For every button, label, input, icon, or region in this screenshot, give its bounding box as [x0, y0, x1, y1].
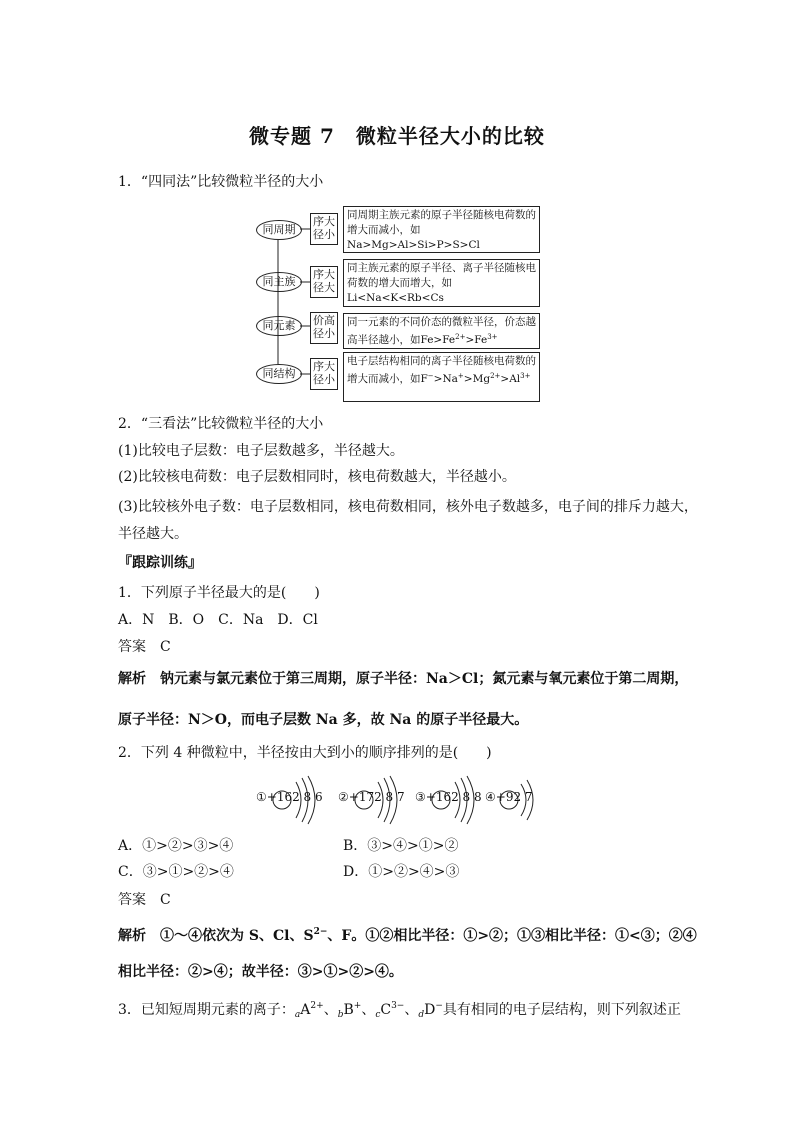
desc-same-group: 同主族元素的原子半径、离子半径随核电荷数的增大而增大，如Li<Na<K<Rb<Cs [343, 259, 540, 307]
rule-same-element: 价高径小 [310, 312, 338, 344]
four-method-diagram [250, 204, 550, 404]
practice-header: 『跟踪训练』 [118, 555, 202, 571]
question-3: 3．已知短周期元素的离子：$_aA^{2+}$、$_b$B+、$_cC^{3-}$、$_d$D−具有相同的电子层结构，则下列叙述正 [118, 1001, 681, 1020]
rule-2-2: (2)比较核电荷数：电子层数相同时，核电荷数越大，半径越小。 [118, 469, 516, 485]
method-same-structure: 同结构 [256, 364, 302, 384]
atom-diagram-3: ③+162 8 8 [415, 790, 482, 804]
method-same-element: 同元素 [256, 316, 302, 336]
question-2-explanation: 解析 ①～④依次为 S、Cl、$S^{2-}$、F。①②相比半径：①>②；①③相比半径：①<③；②④ [118, 927, 697, 944]
desc-same-period: 同周期主族元素的原子半径随核电荷数的增大而减小，如Na>Mg>Al>Si>P>S>Cl [343, 206, 540, 253]
rule-2-3-cont: 半径越大。 [118, 526, 188, 542]
rule-same-structure: 序大径小 [310, 358, 338, 390]
question-2-option-a: A．①>②>③>④ [118, 838, 234, 854]
page-title: 微专题 7 微粒半径大小的比较 [249, 124, 545, 148]
section-1-heading: 1．“四同法”比较微粒半径的大小 [118, 174, 324, 190]
question-1: 1．下列原子半径最大的是( ) [118, 585, 320, 601]
question-1-explanation-cont: 原子半径：N＞O，而电子层数 Na 多，故 Na 的原子半径最大。 [118, 712, 529, 728]
question-2-option-d: D．①>②>④>③ [343, 864, 460, 880]
method-same-period: 同周期 [256, 220, 302, 240]
desc-same-structure: 电子层结构相同的离子半径随核电荷数的增大而减小，如$F^->Na^+>Mg^{2+}>Al^{3+}$ [343, 352, 540, 402]
rule-same-period: 序大径小 [310, 213, 338, 245]
question-1-options: A．N B．O C．Na D．Cl [118, 612, 318, 628]
question-2-option-c: C．③>①>②>④ [118, 864, 234, 880]
question-2-answer: 答案 C [118, 892, 171, 908]
rule-same-group: 序大径大 [310, 266, 338, 298]
question-2-option-b: B．③>④>①>② [343, 838, 459, 854]
atom-diagram-1: ①+162 8 6 [256, 790, 323, 804]
rule-2-3: (3)比较核外电子数：电子层数相同，核电荷数相同，核外电子数越多，电子间的排斥力越大， [118, 499, 698, 515]
question-2-explanation-cont: 相比半径：②>④；故半径：③>①>②>④。 [118, 964, 403, 980]
question-2: 2．下列 4 种微粒中，半径按由大到小的顺序排列的是( ) [118, 745, 492, 761]
rule-2-1: (1)比较电子层数：电子层数越多，半径越大。 [118, 443, 404, 459]
atom-diagram-4: ④+92 7 [485, 790, 533, 804]
question-1-explanation: 解析 钠元素与氯元素位于第三周期，原子半径：Na＞Cl；氮元素与氧元素位于第二周期， [118, 671, 689, 687]
atom-diagram-2: ②+172 8 7 [338, 790, 405, 804]
section-2-heading: 2．“三看法”比较微粒半径的大小 [118, 416, 324, 432]
method-same-group: 同主族 [256, 272, 302, 292]
question-1-answer: 答案 C [118, 639, 171, 655]
desc-same-element: 同一元素的不同价态的微粒半径，价态越高半径越小，如$Fe>Fe^{2+}>Fe^{3+}$ [343, 313, 540, 349]
